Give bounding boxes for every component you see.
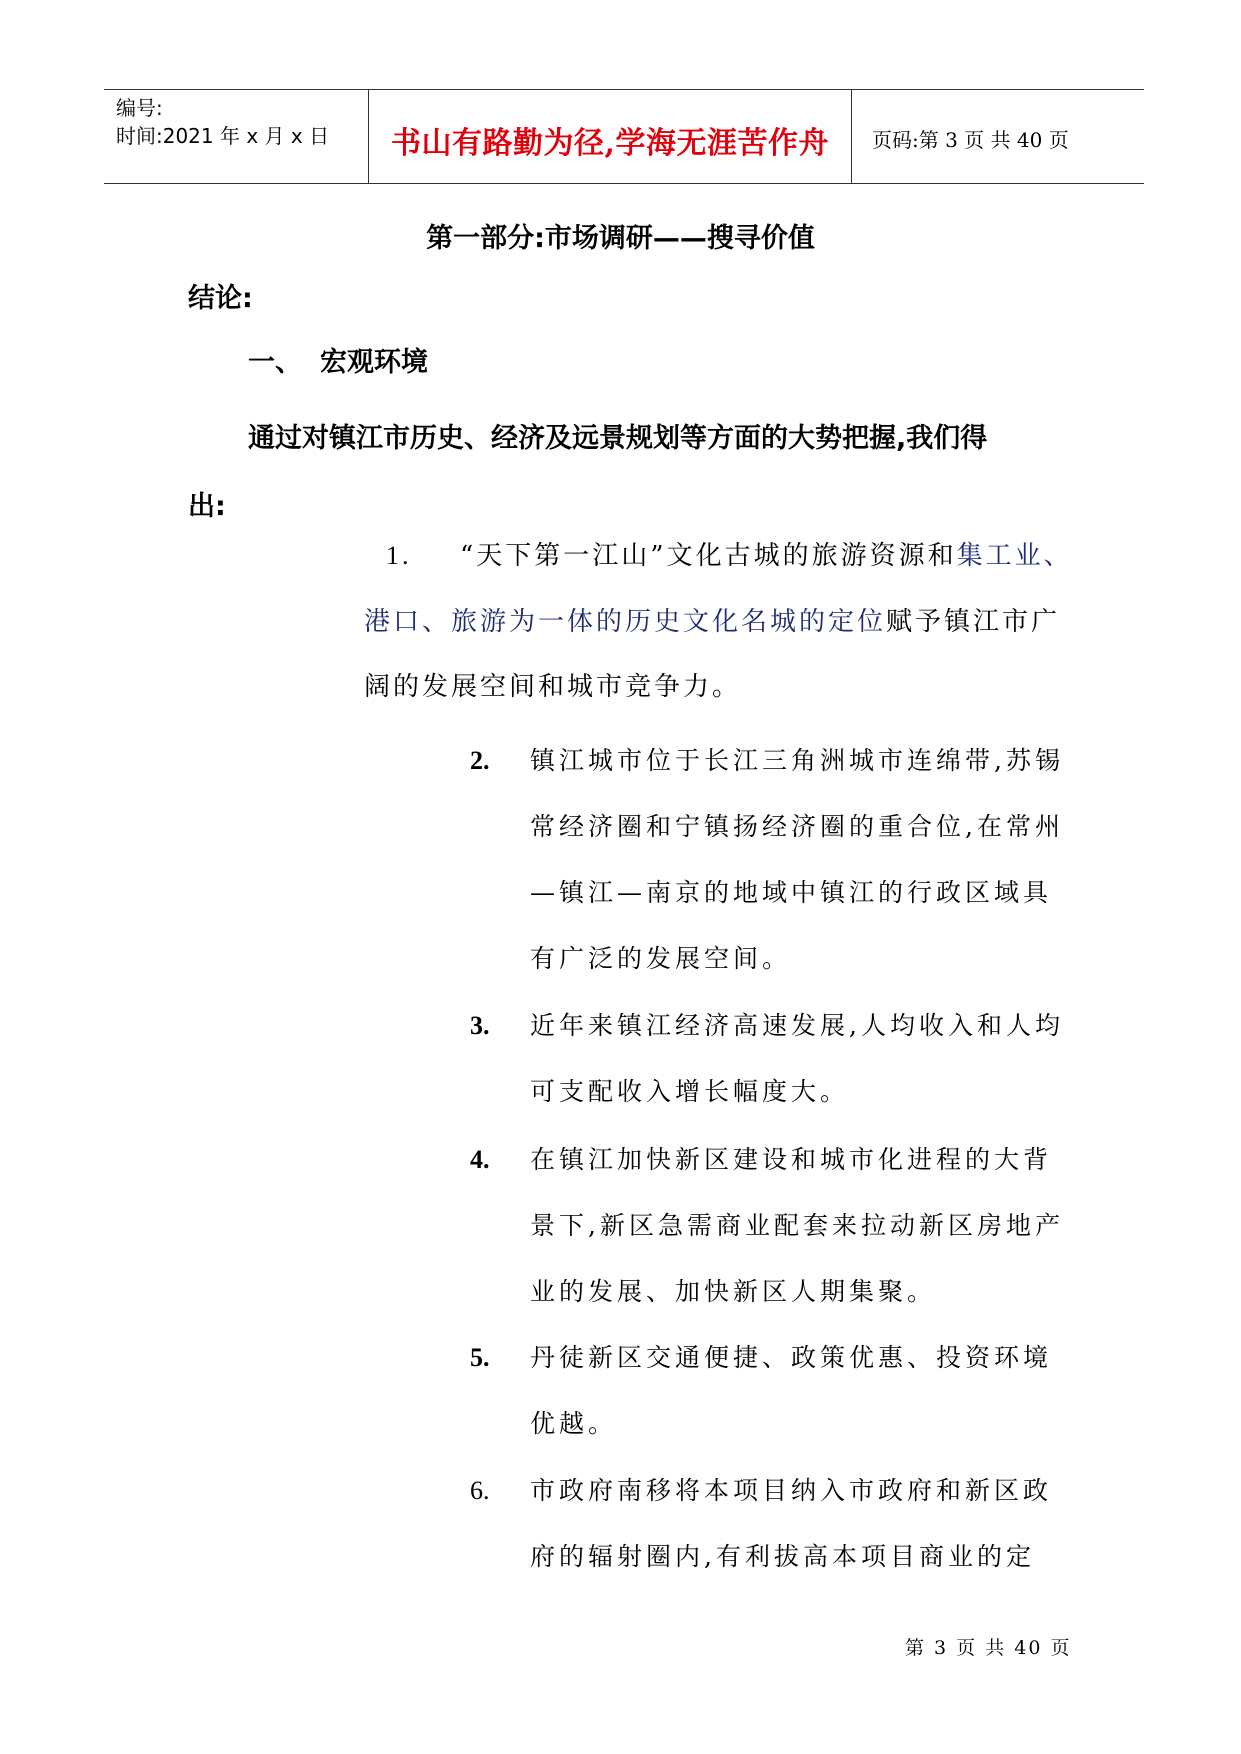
subsection-number: 一、 bbox=[248, 347, 302, 378]
list-item-4-text: 在镇江加快新区建设和城市化进程的大背景下,新区急需商业配套来拉动新区房地产业的发展、加快新区人期集聚。 bbox=[530, 1145, 1064, 1306]
subsection-title: 宏观环境 bbox=[320, 347, 428, 378]
header-page-info: 页码:第 3 页 共 40 页 bbox=[872, 128, 1069, 152]
list-item-5-number: 5. bbox=[470, 1343, 490, 1372]
page-header bbox=[104, 89, 1144, 184]
list-item-1-line-2b: 赋予镇江市广 bbox=[886, 607, 1061, 637]
list-item-1-number: 1. bbox=[386, 541, 412, 570]
list-item-6-number: 6. bbox=[470, 1476, 490, 1505]
page-footer: 第 3 页 共 40 页 bbox=[905, 1637, 1072, 1659]
conclusion-heading: 结论: bbox=[188, 283, 253, 314]
list-item-1-line-3: 阔的发展空间和城市竞争力。 bbox=[364, 672, 742, 702]
header-motto-cell bbox=[368, 90, 852, 183]
list-item-3-text: 近年来镇江经济高速发展,人均收入和人均可支配收入增长幅度大。 bbox=[530, 1011, 1064, 1106]
intro-line-2: 出: bbox=[188, 491, 226, 522]
document-number-label: 编号: bbox=[116, 96, 163, 120]
intro-line-1: 通过对镇江市历史、经济及远景规划等方面的大势把握,我们得 bbox=[248, 423, 988, 454]
list-item-1-line-1b: 集工业、 bbox=[956, 541, 1073, 571]
list-item-2-text: 镇江城市位于长江三角洲城市连绵带,苏锡常经济圈和宁镇扬经济圈的重合位,在常州—镇江—南京的地域中镇江的行政区域具有广泛的发展空间。 bbox=[530, 746, 1064, 973]
list-item-3-number: 3. bbox=[470, 1011, 490, 1040]
document-time-label: 时间:2021 年 x 月 x 日 bbox=[116, 124, 330, 148]
list-item-4-number: 4. bbox=[470, 1145, 490, 1174]
header-page-cell bbox=[852, 90, 1144, 183]
list-item-1-line-2a: 港口、旅游为一体的历史文化名城的定位 bbox=[364, 607, 887, 637]
list-item-6-text: 市政府南移将本项目纳入市政府和新区政府的辐射圈内,有利拔高本项目商业的定 bbox=[530, 1476, 1053, 1571]
list-item-2-number: 2. bbox=[470, 746, 490, 775]
subsection-heading bbox=[248, 340, 428, 379]
header-meta-cell bbox=[104, 90, 368, 183]
list-item-1 bbox=[386, 535, 1073, 572]
section-title: 第一部分:市场调研——搜寻价值 bbox=[426, 223, 815, 254]
header-motto: 书山有路勤为径,学海无涯苦作舟 bbox=[391, 126, 829, 161]
list-item-5-text: 丹徒新区交通便捷、政策优惠、投资环境优越。 bbox=[530, 1343, 1053, 1438]
list-item-1-line-1a: “天下第一江山”文化古城的旅游资源和 bbox=[460, 541, 957, 571]
intro-paragraph bbox=[188, 405, 988, 522]
list-item-1-line-2 bbox=[364, 601, 1060, 638]
